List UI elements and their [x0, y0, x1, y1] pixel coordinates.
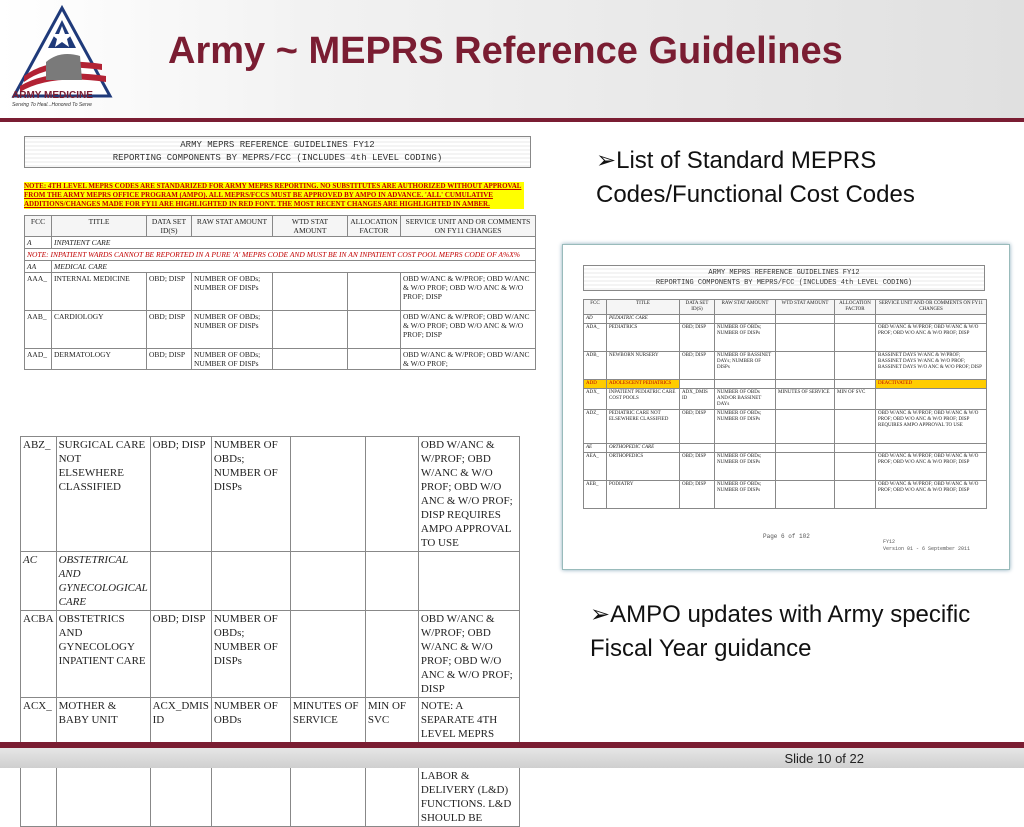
cell-raw	[211, 552, 290, 611]
cell-dataset	[150, 552, 211, 611]
cell-svc: NOTE: A SEPARATE 4TH LEVEL MEPRS LABOR & DELIVERY (L&D) FUNCTIONS. L&D SHOULD BE	[418, 698, 519, 827]
cell-wtd	[290, 611, 365, 698]
cell-title: INTERNAL MEDICINE	[52, 273, 147, 311]
doc-page-header-line1: ARMY MEPRS REFERENCE GUIDELINES FY12	[708, 269, 860, 277]
cell-title: NEWBORN NURSERY	[607, 352, 680, 380]
cell-wtd	[776, 324, 835, 352]
cell-title: PODIATRY	[607, 481, 680, 509]
cell-title: ADOLESCENT PEDIATRICS	[607, 380, 680, 389]
bullet-marker: ➢	[590, 601, 611, 628]
cell-alloc	[835, 324, 876, 352]
cell-alloc	[365, 611, 418, 698]
cell-svc	[876, 315, 987, 324]
table-row	[584, 410, 987, 444]
cell-title: SURGICAL CARE NOT ELSEWHERE CLASSIFIED	[56, 437, 150, 552]
table-row	[584, 380, 987, 389]
cell-title: INPATIENT PEDIATRIC CARE COST POOLS	[607, 389, 680, 410]
cell-svc	[876, 389, 987, 410]
cell-wtd	[290, 437, 365, 552]
col-wtd: WTD STAT AMOUNT	[273, 216, 348, 237]
cell-dataset	[680, 380, 715, 389]
cell-title: DERMATOLOGY	[52, 349, 147, 370]
cell-fcc: ACX_	[21, 698, 57, 827]
col-alloc: ALLOCATION FACTOR	[348, 216, 401, 237]
cell-alloc	[348, 311, 401, 349]
col-raw: RAW STAT AMOUNT	[715, 300, 776, 315]
bullet-marker: ➢	[596, 147, 617, 174]
table-row	[21, 437, 520, 552]
cell-fcc: ADZ_	[584, 410, 607, 444]
bullet-text: AMPO updates with Army specific Fiscal Year guidance	[590, 601, 971, 662]
cell-fcc: AC	[21, 552, 57, 611]
table-row	[584, 352, 987, 380]
cell-alloc: MIN OF SVC	[835, 389, 876, 410]
doc-page-footer-fy: FY12	[883, 539, 896, 545]
cell-raw: NUMBER OF OBDs; NUMBER OF DISPs	[211, 437, 290, 552]
col-title: TITLE	[52, 216, 147, 237]
cell-alloc	[348, 349, 401, 370]
cell-alloc	[835, 352, 876, 380]
cell-wtd	[776, 453, 835, 481]
doc-header-box	[24, 136, 531, 168]
meprs-table-page	[583, 299, 987, 509]
cell-title: OBSTETRICS AND GYNECOLOGY INPATIENT CARE	[56, 611, 150, 698]
cell-svc: OBD W/ANC & W/PROF; OBD W/ANC & W/O PROF; OBD W/O ANC & W/O PROF; DISP	[876, 481, 987, 509]
cell-wtd	[273, 349, 348, 370]
cell-fcc: A	[25, 237, 52, 249]
col-svc: SERVICE UNIT AND OR COMMENTS ON FY11 CHANGES	[876, 300, 987, 315]
col-raw: RAW STAT AMOUNT	[192, 216, 273, 237]
cell-fcc: AEB_	[584, 481, 607, 509]
table-row	[584, 389, 987, 410]
cell-wtd	[290, 552, 365, 611]
cell-dataset: ADX_DMIS ID	[680, 389, 715, 410]
col-title: TITLE	[607, 300, 680, 315]
cell-dataset: OBD; DISP	[147, 273, 192, 311]
cell-title: PEDIATRIC CARE NOT ELSEWHERE CLASSIFIED	[607, 410, 680, 444]
col-dataset: DATA SET ID(S)	[147, 216, 192, 237]
cell-fcc: ABZ_	[21, 437, 57, 552]
cell-raw: NUMBER OF OBDs; NUMBER OF DISPs	[192, 349, 273, 370]
cell-svc: OBD W/ANC & W/PROF; OBD W/ANC & W/O PROF; OBD W/O ANC & W/O PROF; DISP	[401, 273, 536, 311]
cell-title: MEDICAL CARE	[52, 261, 536, 273]
cell-alloc	[835, 315, 876, 324]
cell-alloc	[835, 410, 876, 444]
slide-title: Army ~ MEPRS Reference Guidelines	[168, 30, 843, 72]
cell-title: PEDIATRICS	[607, 324, 680, 352]
col-wtd: WTD STAT AMOUNT	[776, 300, 835, 315]
table-row	[25, 311, 536, 349]
cell-wtd	[776, 315, 835, 324]
cell-alloc	[365, 437, 418, 552]
doc-page-header-line2: REPORTING COMPONENTS BY MEPRS/FCC (INCLUDES 4th LEVEL CODING)	[655, 279, 913, 287]
logo-name: ARMY MEDICINE	[12, 90, 93, 101]
cell-fcc: AE	[584, 444, 607, 453]
meprs-table-enlarged	[20, 436, 520, 827]
cell-fcc: ADX_	[584, 389, 607, 410]
cell-wtd	[273, 311, 348, 349]
meprs-table-top	[24, 215, 536, 370]
cell-title: ORTHOPEDIC CARE	[607, 444, 680, 453]
cell-alloc	[835, 453, 876, 481]
cell-svc: OBD W/ANC & W/PROF; OBD W/ANC & W/O PROF; OBD W/O ANC & W/O PROF; DISP REQUIRES AMPO APPROVAL TO USE	[418, 437, 519, 552]
cell-dataset: OBD; DISP	[150, 437, 211, 552]
col-fcc: FCC	[584, 300, 607, 315]
cell-fcc: ADD	[584, 380, 607, 389]
cell-dataset	[680, 315, 715, 324]
cell-fcc: AAD_	[25, 349, 52, 370]
cell-svc: BASSINET DAYS W/ANC & W/PROF; BASSINET DAYS W/ANC & W/O PROF; BASSINET DAYS W/O ANC & W/O PROF; DISP	[876, 352, 987, 380]
table-row	[584, 481, 987, 509]
cell-fcc: AA	[25, 261, 52, 273]
bullet-2	[590, 598, 1010, 666]
doc-page-footer-version: Version 01 - 6 September 2011	[883, 546, 971, 552]
cell-alloc	[835, 481, 876, 509]
cell-wtd	[776, 410, 835, 444]
cell-svc: OBD W/ANC & W/PROF; OBD W/ANC & W/O PROF; OBD W/O ANC & W/O PROF; DISP	[876, 453, 987, 481]
table-row	[25, 237, 536, 249]
cell-title: ORTHOPEDICS	[607, 453, 680, 481]
cell-fcc: AAA_	[25, 273, 52, 311]
slide-number: Slide 10 of 22	[784, 751, 864, 766]
cell-alloc	[835, 444, 876, 453]
cell-raw: NUMBER OF OBDs; NUMBER OF DISPs	[715, 410, 776, 444]
cell-svc: DEACTIVATED	[876, 380, 987, 389]
cell-dataset: OBD; DISP	[147, 349, 192, 370]
cell-title: MOTHER & BABY UNIT	[56, 698, 150, 827]
doc-page	[583, 265, 987, 563]
cell-dataset: OBD; DISP	[680, 352, 715, 380]
cell-fcc: ACBA	[21, 611, 57, 698]
cell-raw: NUMBER OF OBDs; NUMBER OF DISPs	[715, 324, 776, 352]
doc-excerpt-top	[24, 136, 536, 380]
cell-wtd	[273, 273, 348, 311]
cell-fcc: AD	[584, 315, 607, 324]
inpatient-note: NOTE: INPATIENT WARDS CANNOT BE REPORTED IN A PURE 'A' MEPRS CODE AND MUST BE IN AN INPATIENT COST POOL MEPRS CODE OF A%X%	[25, 249, 536, 261]
cell-dataset: OBD; DISP	[147, 311, 192, 349]
document-page-screenshot	[562, 244, 1010, 570]
cell-alloc: MIN OF SVC	[365, 698, 418, 827]
bullet-1	[596, 144, 996, 212]
doc-page-number: Page 6 of 102	[763, 533, 810, 540]
cell-raw	[715, 444, 776, 453]
cell-wtd	[776, 481, 835, 509]
doc-header-line1: ARMY MEPRS REFERENCE GUIDELINES FY12	[180, 140, 375, 150]
cell-wtd: MINUTES OF SERVICE	[776, 389, 835, 410]
cell-alloc	[365, 552, 418, 611]
cell-raw	[715, 380, 776, 389]
table-row	[21, 611, 520, 698]
cell-raw: NUMBER OF OBDs; NUMBER OF DISPs	[715, 481, 776, 509]
cell-svc	[876, 444, 987, 453]
cell-wtd	[776, 444, 835, 453]
cell-raw: NUMBER OF OBDs	[211, 698, 290, 827]
cell-dataset	[680, 444, 715, 453]
cell-dataset: OBD; DISP	[680, 453, 715, 481]
cell-raw: NUMBER OF BASSINET DAYs; NUMBER OF DISPs	[715, 352, 776, 380]
table-row	[21, 552, 520, 611]
bullet-text: List of Standard MEPRS Codes/Functional Cost Codes	[596, 147, 915, 208]
cell-dataset: OBD; DISP	[680, 410, 715, 444]
doc-page-header-box	[583, 265, 985, 291]
cell-raw: NUMBER OF OBDs; NUMBER OF DISPs	[192, 311, 273, 349]
cell-title: PEDIATRIC CARE	[607, 315, 680, 324]
cell-raw: NUMBER OF OBDs; NUMBER OF DISPs	[192, 273, 273, 311]
cell-svc: OBD W/ANC & W/PROF; OBD W/ANC & W/O PROF; OBD W/O ANC & W/O PROF; DISP	[401, 311, 536, 349]
approval-note: NOTE: 4TH LEVEL MEPRS CODES ARE STANDARIZED FOR ARMY MEPRS REPORTING. NO SUBSTITUTES ARE AUTHORIZED WITHOUT APPROVAL FROM THE ARMY MEPRS OFFICE PROGRAM (AMPO). ALL MEPRS/FCCS MUST BE APPROVED BY AMPO IN ADVANCE. 'ALL' CUMULATIVE ADDITIONS/CHANGES MADE FOR FY11 ARE HIGHLIGHTED IN RED FONT. THE MOST RECENT CHANGES ARE HIGHLIGHTED IN AMBER.	[24, 182, 524, 209]
cell-fcc: AEA_	[584, 453, 607, 481]
cell-alloc	[835, 380, 876, 389]
cell-alloc	[348, 273, 401, 311]
col-svc: SERVICE UNIT AND OR COMMENTS ON FY11 CHANGES	[401, 216, 536, 237]
table-row	[25, 349, 536, 370]
cell-wtd: MINUTES OF SERVICE	[290, 698, 365, 827]
cell-wtd	[776, 380, 835, 389]
cell-dataset: OBD; DISP	[680, 481, 715, 509]
cell-raw: NUMBER OF OBDs; NUMBER OF DISPs	[211, 611, 290, 698]
cell-wtd	[776, 352, 835, 380]
table-header-row	[25, 216, 536, 237]
slide-footer	[0, 748, 1024, 768]
cell-fcc: ADB_	[584, 352, 607, 380]
cell-svc: OBD W/ANC & W/PROF; OBD W/ANC & W/O PROF; OBD W/O ANC & W/O PROF; DISP REQUIRES AMPO APPROVAL TO USE	[876, 410, 987, 444]
cell-title: INPATIENT CARE	[52, 237, 536, 249]
table-row	[25, 273, 536, 311]
cell-fcc: AAB_	[25, 311, 52, 349]
cell-title: OBSTETRICAL AND GYNECOLOGICAL CARE	[56, 552, 150, 611]
table-row	[25, 249, 536, 261]
cell-raw	[715, 315, 776, 324]
col-fcc: FCC	[25, 216, 52, 237]
col-dataset: DATA SET ID(S)	[680, 300, 715, 315]
table-row	[584, 453, 987, 481]
doc-excerpt-enlarged	[20, 436, 520, 824]
logo-tagline: Serving To Heal...Honored To Serve	[12, 102, 92, 108]
header-divider	[0, 118, 1024, 122]
cell-svc: OBD W/ANC & W/PROF; OBD W/ANC & W/O PROF; OBD W/O ANC & W/O PROF; DISP	[876, 324, 987, 352]
cell-svc: OBD W/ANC & W/PROF; OBD W/ANC & W/O PROF;	[401, 349, 536, 370]
cell-svc	[418, 552, 519, 611]
cell-svc: OBD W/ANC & W/PROF; OBD W/ANC & W/O PROF; OBD W/O ANC & W/O PROF; DISP	[418, 611, 519, 698]
cell-dataset: ACX_DMIS ID	[150, 698, 211, 827]
cell-title: CARDIOLOGY	[52, 311, 147, 349]
cell-raw: NUMBER OF OBDs AND/OR BASSINET DAYs	[715, 389, 776, 410]
doc-header-line2: REPORTING COMPONENTS BY MEPRS/FCC (INCLUDES 4th LEVEL CODING)	[112, 153, 443, 163]
table-row	[584, 324, 987, 352]
table-header-row	[584, 300, 987, 315]
table-row	[584, 444, 987, 453]
cell-dataset: OBD; DISP	[680, 324, 715, 352]
cell-fcc: ADA_	[584, 324, 607, 352]
table-row	[584, 315, 987, 324]
cell-dataset: OBD; DISP	[150, 611, 211, 698]
table-row	[25, 261, 536, 273]
cell-raw: NUMBER OF OBDs; NUMBER OF DISPs	[715, 453, 776, 481]
col-alloc: ALLOCATION FACTOR	[835, 300, 876, 315]
